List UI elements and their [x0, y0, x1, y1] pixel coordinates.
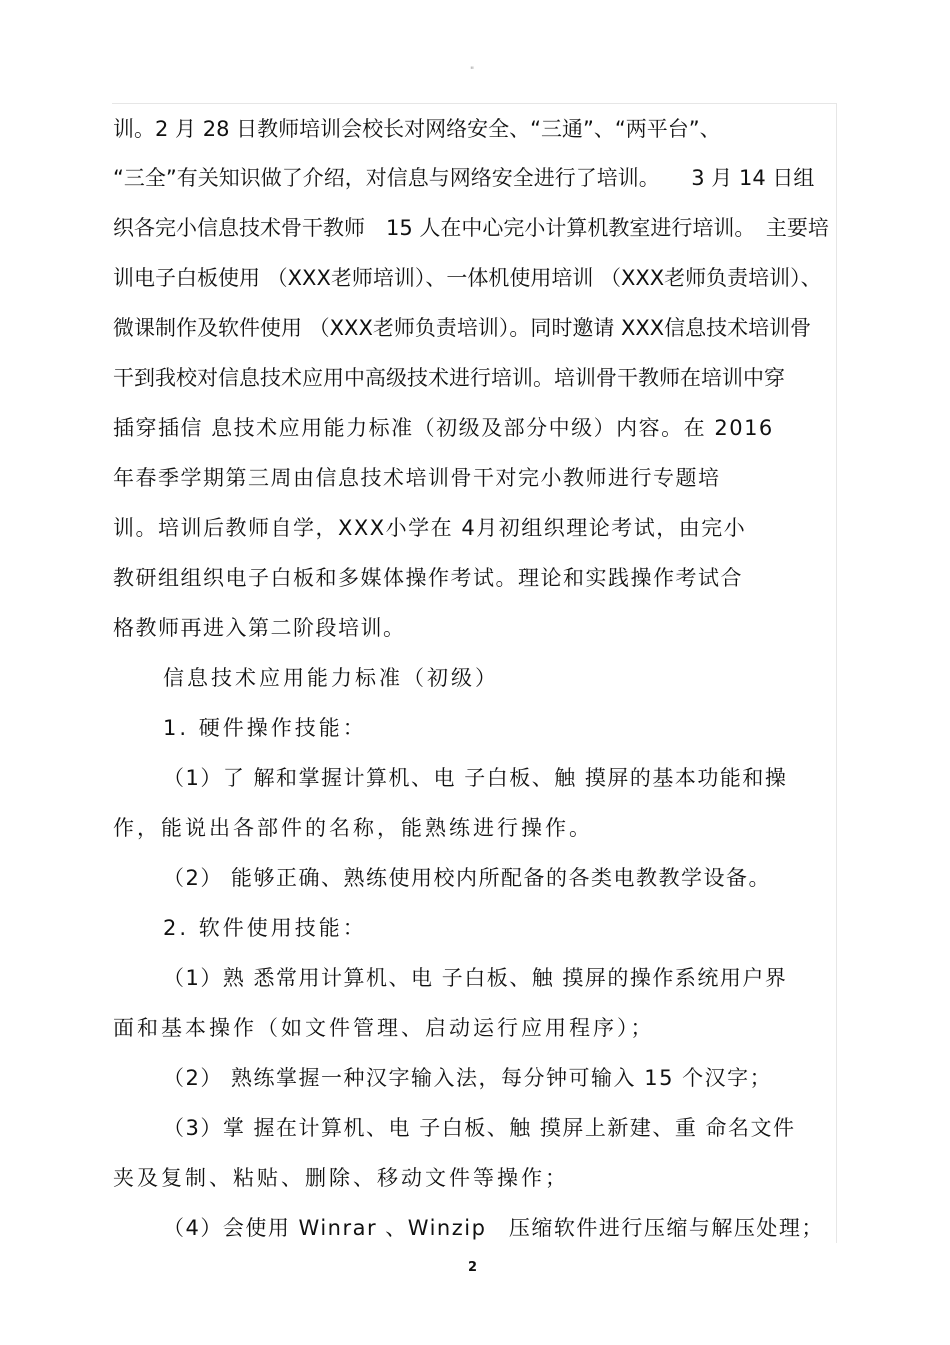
list-item: （2） 能够正确、熟练使用校内所配备的各类电教教学设备。 — [163, 866, 772, 890]
section-heading: 信息技术应用能力标准（初级） — [163, 666, 499, 690]
body-line: 织各完小信息技术骨干教师 15 人在中心完小计算机教室进行培训。 主要培 — [113, 216, 829, 240]
body-line: 格教师再进入第二阶段培训。 — [113, 616, 406, 640]
body-line: 训电子白板使用 （XXX老师培训）、一体机使用培训 （XXX老师负责培训）、 — [113, 266, 822, 290]
subsection-heading: 2. 软件使用技能： — [163, 916, 367, 940]
header-mark: " — [470, 66, 475, 76]
body-line: 干到我校对信息技术应用中高级技术进行培训。培训骨干教师在培训中穿 — [113, 366, 785, 390]
body-line: 训。培训后教师自学，XXX小学在 4月初组织理论考试，由完小 — [113, 516, 747, 540]
body-line: 训。2 月 28 日教师培训会校长对网络安全、“三通”、“两平台”、 — [113, 117, 721, 141]
list-item-continuation: 面和基本操作（如文件管理、启动运行应用程序）； — [113, 1016, 655, 1040]
list-item: （1）熟 悉常用计算机、电 子白板、触 摸屏的操作系统用户界 — [163, 966, 788, 990]
list-item: （3）掌 握在计算机、电 子白板、触 摸屏上新建、重 命名文件 — [163, 1116, 796, 1140]
list-item-continuation: 作，能说出各部件的名称，能熟练进行操作。 — [113, 816, 593, 840]
body-line: “三全”有关知识做了介绍，对信息与网络安全进行了培训。 3 月 14 日组 — [113, 166, 815, 190]
list-item-continuation: 夹及复制、粘贴、删除、移动文件等操作； — [113, 1166, 569, 1190]
body-line: 微课制作及软件使用 （XXX老师负责培训）。同时邀请 XXX信息技术培训骨 — [113, 316, 812, 340]
subsection-heading: 1. 硬件操作技能： — [163, 716, 367, 740]
body-line: 插穿插信 息技术应用能力标准（初级及部分中级）内容。在 2016 — [113, 416, 774, 440]
list-item: （1）了 解和掌握计算机、电 子白板、触 摸屏的基本功能和操 — [163, 766, 788, 790]
page-number: 2 — [468, 1260, 478, 1275]
body-line: 教研组组织电子白板和多媒体操作考试。理论和实践操作考试合 — [113, 566, 743, 590]
list-item: （2） 熟练掌握一种汉字输入法，每分钟可输入 15 个汉字； — [163, 1066, 773, 1090]
body-line: 年春季学期第三周由信息技术培训骨干对完小教师进行专题培 — [113, 466, 721, 490]
list-item: （4）会使用 Winrar 、Winzip 压缩软件进行压缩与解压处理； — [163, 1216, 824, 1240]
